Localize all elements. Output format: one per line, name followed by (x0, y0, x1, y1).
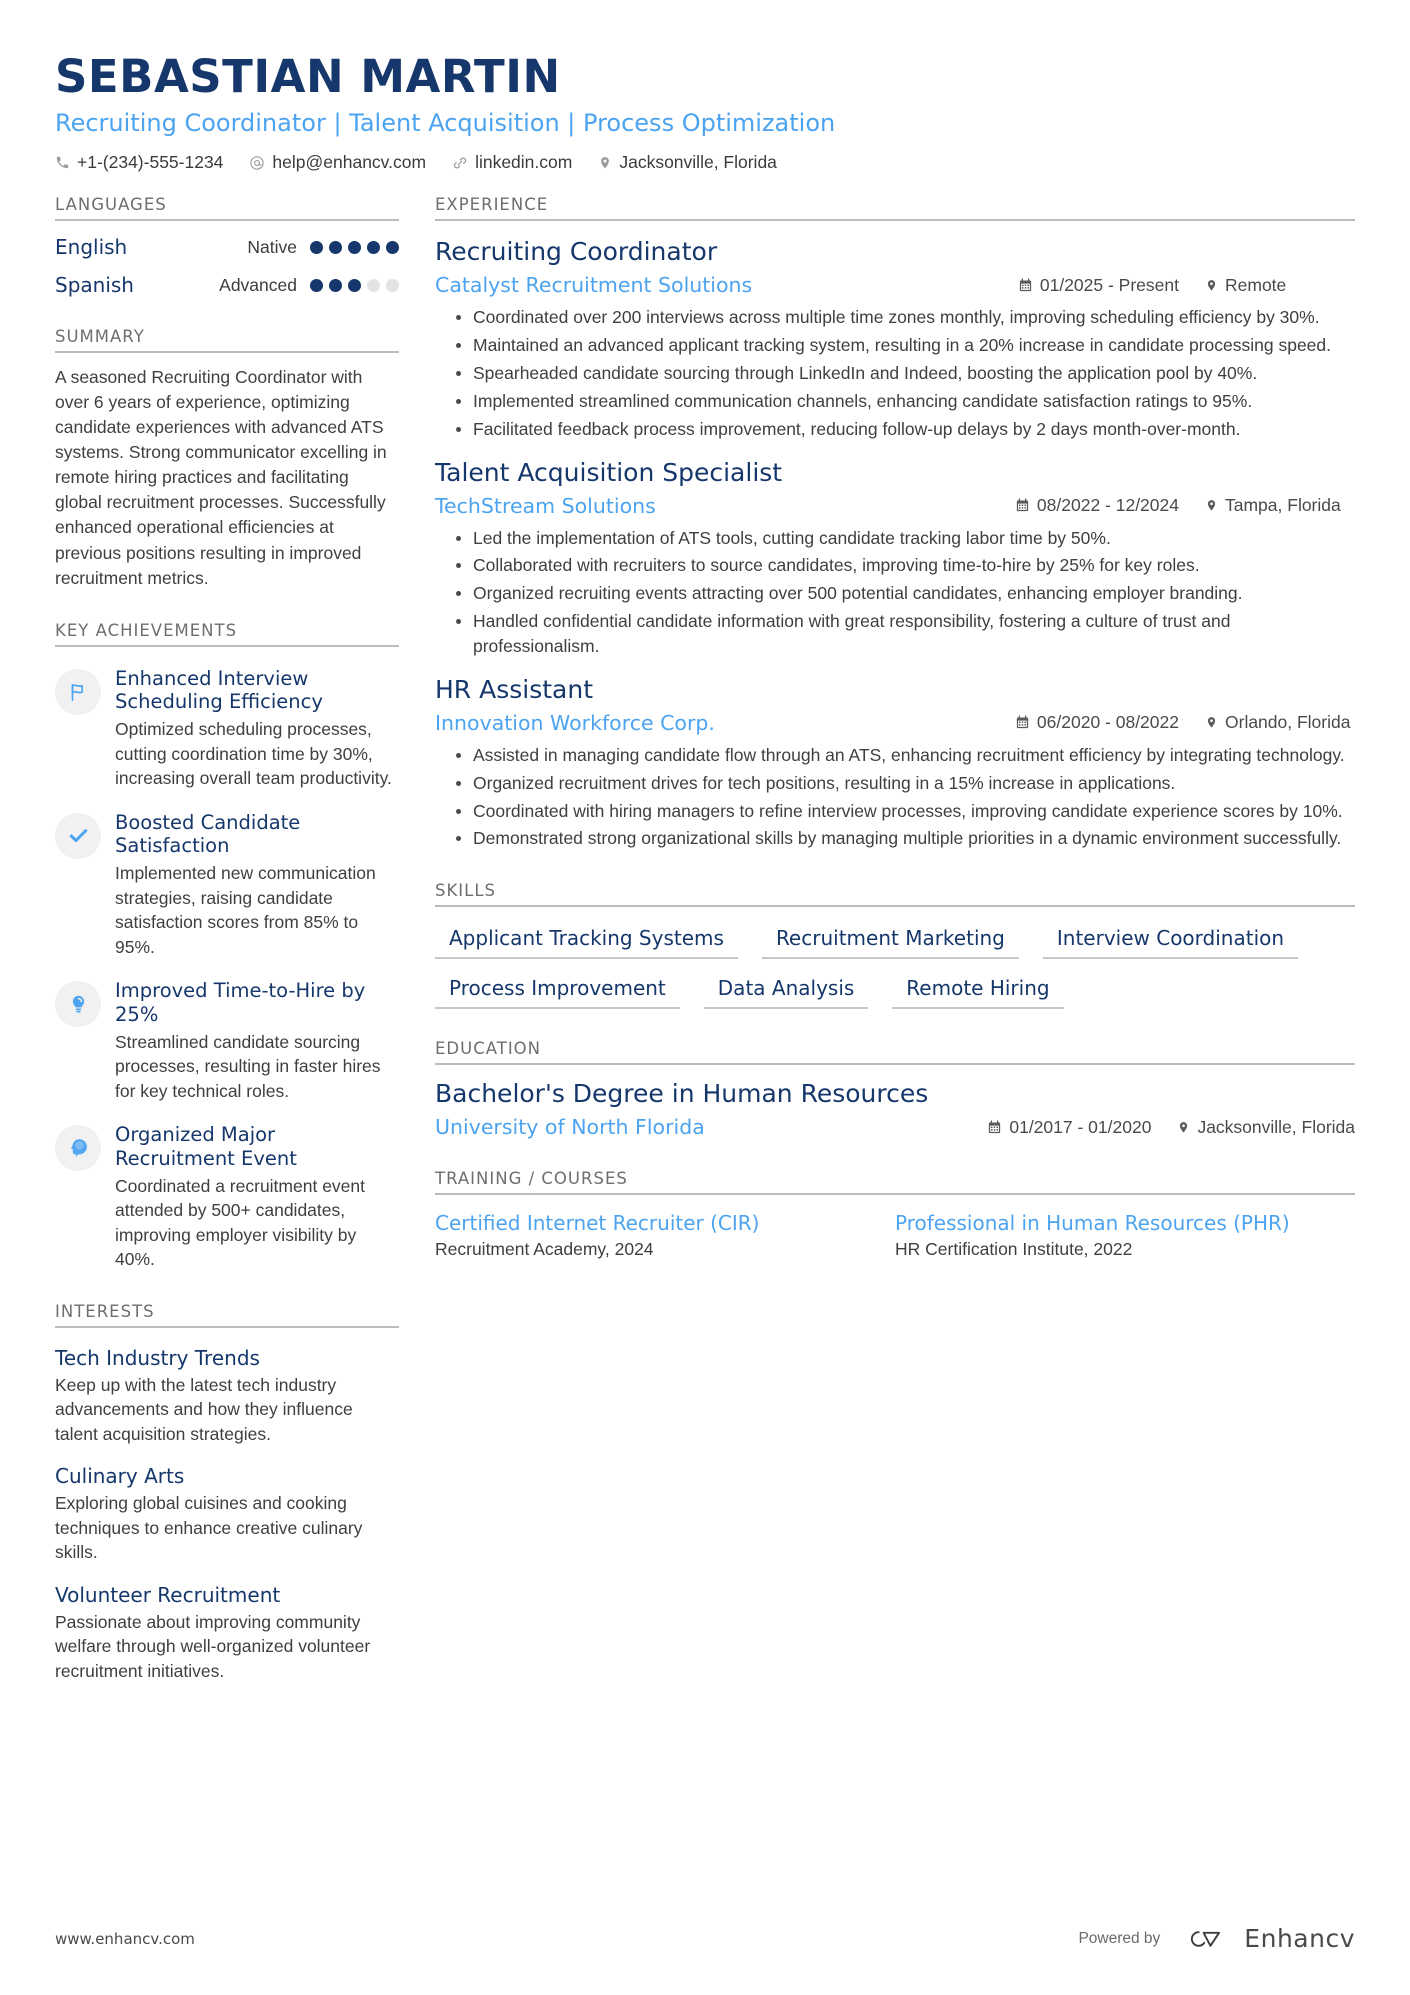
footer-url[interactable]: www.enhancv.com (55, 1929, 195, 1948)
job-location-text: Orlando, Florida (1225, 712, 1351, 733)
skills-list (435, 923, 1355, 1009)
job-dates (1015, 495, 1179, 516)
achievement-title: Organized Major Recruitment Event (115, 1123, 297, 1170)
job-bullet: Coordinated with hiring managers to refine interview processes, improving candidate experience scores by 10%. (453, 799, 1355, 824)
footer-branding (1078, 1924, 1355, 1953)
job-bullets (435, 526, 1355, 659)
job-bullet: Coordinated over 200 interviews across multiple time zones monthly, improving scheduling efficiency by 30%. (453, 305, 1355, 330)
flag-icon (55, 669, 101, 715)
education-meta (435, 1115, 1355, 1139)
job-title: Recruiting Coordinator (435, 237, 718, 267)
job-location (1205, 275, 1355, 296)
footer-brand-text: Enhancv (1244, 1924, 1355, 1953)
job-bullet: Demonstrated strong organizational skills by managing multiple priorities in a dynamic environment successfully. (453, 826, 1355, 851)
phone-icon (55, 155, 70, 170)
job-bullet: Spearheaded candidate sourcing through LinkedIn and Indeed, boosting the application pool by 40%. (453, 361, 1355, 386)
job-company[interactable]: Innovation Workforce Corp. (435, 710, 715, 735)
job-bullet: Implemented streamlined communication channels, enhancing candidate satisfaction ratings to 95%. (453, 389, 1355, 414)
skills-heading: SKILLS (435, 881, 1355, 907)
interests-heading: INTERESTS (55, 1302, 399, 1328)
experience-item (435, 675, 1355, 851)
page-footer (55, 1924, 1355, 1953)
skill-chip[interactable]: Recruitment Marketing (762, 923, 1019, 959)
job-location-text: Tampa, Florida (1225, 495, 1341, 516)
section-summary (55, 327, 399, 590)
skill-chip[interactable]: Data Analysis (704, 973, 869, 1009)
education-dates (987, 1117, 1151, 1138)
experience-heading: EXPERIENCE (435, 195, 1355, 221)
language-name: English (55, 235, 128, 260)
achievement-item (55, 1123, 399, 1272)
resume-header (55, 52, 1355, 173)
enhancv-mark-icon (1176, 1925, 1234, 1953)
achievement-description: Coordinated a recruitment event attended by 500+ candidates, improving employer visibility by 40%. (115, 1175, 365, 1270)
skill-chip[interactable]: Process Improvement (435, 973, 680, 1009)
section-education (435, 1039, 1355, 1139)
job-title: HR Assistant (435, 674, 594, 704)
experience-item (435, 237, 1355, 441)
job-meta (435, 494, 1355, 518)
language-item (55, 235, 399, 259)
job-bullets (435, 743, 1355, 851)
job-dates-text: 01/2025 - Present (1039, 274, 1179, 295)
course-title[interactable]: Professional in Human Resources (PHR) (895, 1211, 1290, 1236)
achievement-description: Streamlined candidate sourcing processes, resulting in faster hires for key technical roles. (115, 1031, 381, 1101)
job-dates-text: 08/2022 - 12/2024 (1036, 495, 1179, 516)
contact-email-text: help@enhancv.com (272, 152, 427, 173)
job-location (1205, 495, 1355, 516)
language-rating-dots (310, 279, 399, 292)
language-name: Spanish (55, 273, 134, 298)
achievement-item (55, 811, 399, 960)
location-pin-icon (598, 155, 612, 171)
job-meta (435, 273, 1355, 297)
location-pin-icon (1177, 1120, 1190, 1135)
job-dates (1015, 712, 1179, 733)
job-location-text: Remote (1225, 274, 1287, 295)
achievement-description: Optimized scheduling processes, cutting coordination time by 30%, increasing overall team productivity. (115, 719, 392, 789)
education-degree: Bachelor's Degree in Human Resources (435, 1079, 929, 1109)
location-pin-icon (1205, 715, 1218, 730)
contact-email[interactable] (249, 152, 426, 173)
email-icon (249, 155, 265, 171)
calendar-icon (987, 1120, 1002, 1135)
right-column (427, 195, 1355, 1259)
lightbulb-icon (55, 981, 101, 1027)
job-location (1205, 712, 1355, 733)
skill-chip[interactable]: Applicant Tracking Systems (435, 923, 738, 959)
achievement-item (55, 667, 399, 791)
language-level: Advanced (219, 274, 297, 295)
course-detail: Recruitment Academy, 2024 (435, 1238, 654, 1259)
footer-powered-by: Powered by (1078, 1929, 1161, 1947)
achievement-description: Implemented new communication strategies, raising candidate satisfaction scores from 85% to 95%. (115, 863, 376, 957)
language-rating-dots (310, 241, 399, 254)
job-bullet: Collaborated with recruiters to source candidates, improving time-to-hire by 25% for key roles. (453, 553, 1355, 578)
summary-heading: SUMMARY (55, 327, 399, 353)
enhancv-logo (1176, 1924, 1355, 1953)
candidate-headline: Recruiting Coordinator | Talent Acquisition | Process Optimization (55, 109, 836, 138)
summary-text: A seasoned Recruiting Coordinator with over 6 years of experience, optimizing candidate experiences with advanced ATS systems. Strong communicator excelling in remote hiring practices and facilitating global recruitment processes. Successfully enhanced operational efficiencies at previous positions resulting in improved recruitment metrics. (55, 367, 387, 588)
calendar-icon (1015, 498, 1030, 513)
job-bullet: Led the implementation of ATS tools, cutting candidate tracking labor time by 50%. (453, 526, 1355, 551)
contact-phone[interactable] (55, 152, 223, 173)
interest-item (55, 1346, 399, 1447)
interest-title: Volunteer Recruitment (55, 1582, 281, 1607)
check-icon (55, 813, 101, 859)
section-interests (55, 1302, 399, 1684)
calendar-icon (1015, 715, 1030, 730)
job-dates (1018, 275, 1179, 296)
interest-item (55, 1464, 399, 1565)
section-training (435, 1169, 1355, 1259)
education-location (1177, 1117, 1355, 1138)
section-experience (435, 195, 1355, 851)
achievement-title: Boosted Candidate Satisfaction (115, 810, 301, 858)
calendar-icon (1018, 278, 1033, 293)
section-skills (435, 881, 1355, 1009)
job-meta (435, 711, 1355, 735)
head-brain-icon (55, 1125, 101, 1171)
interest-item (55, 1583, 399, 1684)
skill-chip[interactable]: Remote Hiring (892, 973, 1063, 1009)
contact-link[interactable] (452, 152, 572, 173)
contact-link-text: linkedin.com (475, 152, 573, 173)
job-title: Talent Acquisition Specialist (435, 457, 783, 487)
achievement-title: Enhanced Interview Scheduling Efficiency (115, 666, 323, 714)
location-pin-icon (1205, 498, 1218, 513)
left-column (55, 195, 427, 1683)
job-bullet: Facilitated feedback process improvement, reducing follow-up delays by 2 days month-over-month. (453, 417, 1355, 442)
contact-row (55, 152, 1355, 173)
link-icon (452, 155, 468, 171)
education-school[interactable]: University of North Florida (435, 1115, 705, 1140)
job-company[interactable]: TechStream Solutions (435, 493, 656, 518)
experience-item (435, 458, 1355, 659)
language-item (55, 273, 399, 297)
contact-phone-text: +1-(234)-555-1234 (77, 152, 224, 173)
job-company[interactable]: Catalyst Recruitment Solutions (435, 273, 753, 298)
language-level: Native (247, 236, 297, 257)
languages-heading: LANGUAGES (55, 195, 399, 221)
contact-location-text: Jacksonville, Florida (619, 152, 777, 173)
training-heading: TRAINING / COURSES (435, 1169, 1355, 1195)
course-title[interactable]: Certified Internet Recruiter (CIR) (435, 1211, 760, 1236)
job-bullet: Organized recruitment drives for tech positions, resulting in a 15% increase in applications. (453, 771, 1355, 796)
job-bullet: Handled confidential candidate information with great responsibility, fostering a culture of trust and professionalism. (453, 609, 1355, 659)
achievements-heading: KEY ACHIEVEMENTS (55, 621, 399, 647)
contact-location (598, 152, 777, 173)
section-key-achievements (55, 621, 399, 1272)
job-bullet: Assisted in managing candidate flow through an ATS, enhancing recruitment efficiency by integrating technology. (453, 743, 1355, 768)
interest-description: Keep up with the latest tech industry advancements and how they influence talent acquisition strategies. (55, 1374, 353, 1444)
section-languages (55, 195, 399, 297)
job-bullet: Organized recruiting events attracting over 500 potential candidates, enhancing employer branding. (453, 581, 1355, 606)
interest-title: Tech Industry Trends (55, 1345, 260, 1370)
location-pin-icon (1205, 278, 1218, 293)
job-dates-text: 06/2020 - 08/2022 (1036, 712, 1179, 733)
interest-title: Culinary Arts (55, 1464, 185, 1489)
skill-chip[interactable]: Interview Coordination (1043, 923, 1298, 959)
job-bullets (435, 305, 1355, 441)
course-item (435, 1211, 895, 1259)
course-item (895, 1211, 1355, 1259)
candidate-name: SEBASTIAN MARTIN (55, 50, 561, 103)
courses-list (435, 1211, 1355, 1259)
education-location-text: Jacksonville, Florida (1197, 1116, 1355, 1137)
achievement-item (55, 979, 399, 1103)
education-dates-text: 01/2017 - 01/2020 (1009, 1116, 1152, 1137)
course-detail: HR Certification Institute, 2022 (895, 1238, 1133, 1259)
achievement-title: Improved Time-to-Hire by 25% (115, 979, 366, 1026)
education-heading: EDUCATION (435, 1039, 1355, 1065)
interest-description: Passionate about improving community welfare through well-organized volunteer recruitment initiatives. (55, 1611, 371, 1681)
interest-description: Exploring global cuisines and cooking techniques to enhance creative culinary skills. (55, 1493, 363, 1563)
job-bullet: Maintained an advanced applicant tracking system, resulting in a 20% increase in candidate processing speed. (453, 333, 1355, 358)
